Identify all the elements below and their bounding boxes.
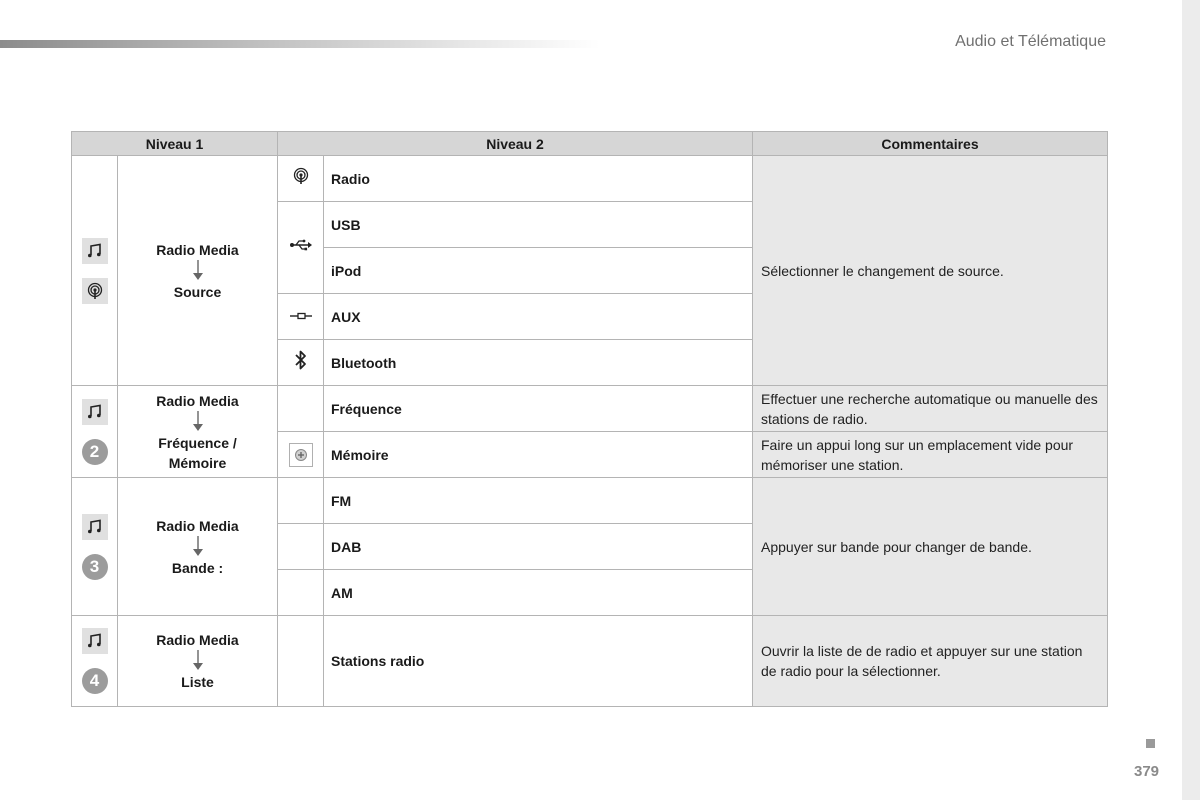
column-header: Niveau 2 <box>278 132 753 156</box>
arrow-down-icon <box>192 260 204 282</box>
music-note-icon <box>82 514 108 540</box>
table-row <box>72 386 1108 432</box>
level2-option-ipod[interactable]: iPod <box>324 248 753 294</box>
level2-icon-cell <box>278 386 324 432</box>
level2-option-stations-radio[interactable]: Stations radio <box>324 616 753 707</box>
level1-label: Liste <box>181 674 214 690</box>
level1-label: Radio Media <box>156 517 239 534</box>
page-edge-strip <box>1182 0 1200 800</box>
level2-option-aux[interactable]: AUX <box>324 294 753 340</box>
column-header: Niveau 1 <box>72 132 278 156</box>
step-badge: 4 <box>82 668 108 694</box>
column-header: Commentaires <box>753 132 1108 156</box>
level2-icon-cell <box>278 432 324 478</box>
memory-icon <box>289 443 313 467</box>
level2-option-dab[interactable]: DAB <box>324 524 753 570</box>
arrow-down-icon <box>192 650 204 672</box>
header-gradient-bar <box>0 40 600 48</box>
level2-icon-cell <box>278 570 324 616</box>
comment-cell: Ouvrir la liste de de radio et appuyer sur une station de radio pour la sélectionner. <box>753 616 1108 707</box>
comment-cell: Appuyer sur bande pour changer de bande. <box>753 478 1108 616</box>
level2-icon-cell <box>278 478 324 524</box>
level1-label: Radio Media <box>156 632 239 648</box>
level2-icon-cell <box>278 156 324 202</box>
page-marker <box>1146 739 1155 748</box>
level1-label: Mémoire <box>168 454 227 471</box>
step-badge: 3 <box>82 554 108 580</box>
level1-cell <box>118 386 278 478</box>
level2-option-bluetooth[interactable]: Bluetooth <box>324 340 753 386</box>
comment-cell: Sélectionner le changement de source. <box>753 156 1108 386</box>
level2-icon-cell <box>278 524 324 570</box>
level1-label: Radio Media <box>156 392 239 409</box>
level2-option-fm[interactable]: FM <box>324 478 753 524</box>
music-note-icon <box>82 399 108 425</box>
level2-option-frequence[interactable]: Fréquence <box>324 386 753 432</box>
level1-icon-cell <box>72 156 118 386</box>
level2-option-am[interactable]: AM <box>324 570 753 616</box>
bluetooth-icon <box>294 349 308 371</box>
level1-label: Fréquence / <box>158 434 237 451</box>
radio-icon <box>82 278 108 304</box>
step-badge: 2 <box>82 439 108 465</box>
level2-icon-cell <box>278 202 324 294</box>
level2-icon-cell <box>278 616 324 707</box>
usb-icon <box>289 238 313 252</box>
page-number: 379 <box>1134 763 1160 780</box>
comment-cell: Faire un appui long sur un emplacement vide pour mémoriser une station. <box>753 432 1108 478</box>
table-row <box>72 616 1108 707</box>
table-row <box>72 156 1108 202</box>
menu-table <box>71 131 1108 707</box>
level2-icon-cell <box>278 294 324 340</box>
level1-icon-cell <box>72 386 118 478</box>
music-note-icon <box>82 628 108 654</box>
level2-option-memoire[interactable]: Mémoire <box>324 432 753 478</box>
level2-option-usb[interactable]: USB <box>324 202 753 248</box>
page-header-title: Audio et Télématique <box>955 33 1106 50</box>
aux-icon <box>289 311 313 321</box>
level1-icon-cell <box>72 616 118 707</box>
level1-cell <box>118 478 278 616</box>
level1-label: Bande : <box>171 559 224 576</box>
arrow-down-icon <box>192 536 204 558</box>
radio-icon <box>292 167 310 185</box>
comment-cell: Effectuer une recherche automatique ou manuelle des stations de radio. <box>753 386 1108 432</box>
level1-cell <box>118 616 278 707</box>
level1-cell <box>118 156 278 386</box>
music-note-icon <box>82 238 108 264</box>
level1-label: Radio Media <box>156 241 239 258</box>
level2-icon-cell <box>278 340 324 386</box>
level1-label: Source <box>173 283 222 300</box>
level2-option-radio[interactable]: Radio <box>324 156 753 202</box>
level1-icon-cell <box>72 478 118 616</box>
table-row <box>72 478 1108 524</box>
arrow-down-icon <box>192 411 204 433</box>
table-header-row <box>72 132 1108 156</box>
